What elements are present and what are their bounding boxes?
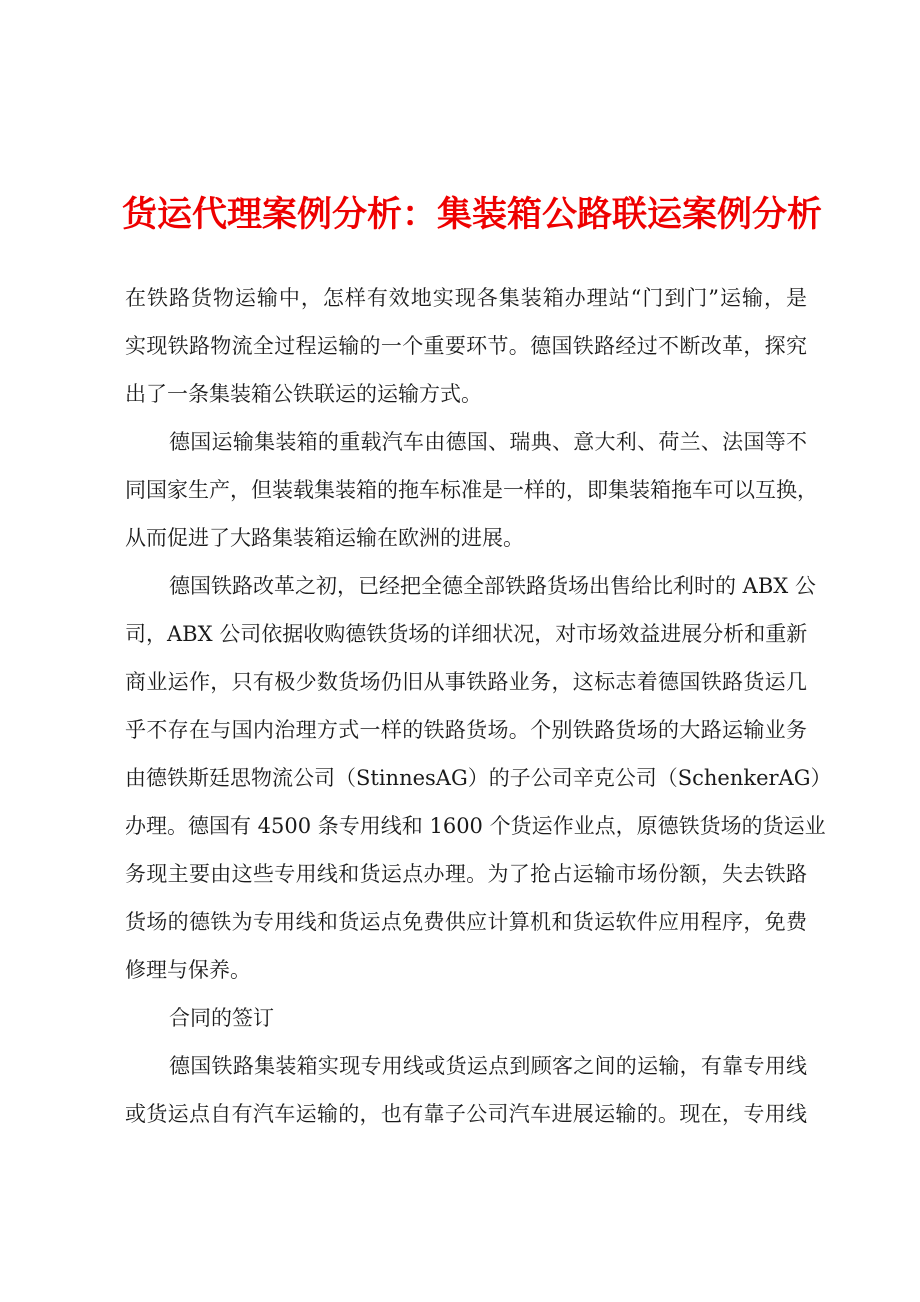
paragraph-line: 货场的德铁为专用线和货运点免费供应计算机和货运软件应用程序，免费 — [125, 910, 807, 934]
paragraph-line: 或货运点自有汽车运输的，也有靠子公司汽车进展运输的。现在，专用线 — [125, 1102, 807, 1126]
paragraph-line: 司，ABX 公司依据收购德铁货场的详细状况，对市场效益进展分析和重新 — [125, 622, 808, 646]
paragraph — [125, 1042, 807, 1138]
paragraph-line: 合同的签订 — [169, 1006, 274, 1030]
paragraph — [125, 418, 818, 562]
paragraph-line: 德国铁路集装箱实现专用线或货运点到顾客之间的运输，有靠专用线 — [169, 1054, 807, 1078]
paragraph-line: 修理与保养。 — [125, 958, 251, 982]
document-body — [125, 274, 832, 1138]
paragraph-line: 商业运作，只有极少数货场仍旧从事铁路业务，这标志着德国铁路货运几 — [125, 670, 807, 694]
paragraph-line: 同国家生产，但装载集装箱的拖车标准是一样的，即集装箱拖车可以互换， — [125, 478, 818, 502]
paragraph-line: 实现铁路物流全过程运输的一个重要环节。德国铁路经过不断改革，探究 — [125, 334, 807, 358]
document-title: 货运代理案例分析：集装箱公路联运案例分析 — [122, 195, 823, 235]
paragraph — [125, 274, 807, 418]
paragraph-line: 由德铁斯廷思物流公司（StinnesAG）的子公司辛克公司（SchenkerAG） — [125, 766, 832, 790]
paragraph-line: 出了一条集装箱公铁联运的运输方式。 — [125, 382, 482, 406]
paragraph — [125, 994, 807, 1042]
paragraph-line: 在铁路货物运输中，怎样有效地实现各集装箱办理站“门到门”运输，是 — [125, 286, 807, 310]
paragraph — [125, 562, 832, 994]
paragraph-line: 办理。德国有 4500 条专用线和 1600 个货运作业点，原德铁货场的货运业 — [125, 814, 826, 838]
paragraph-line: 从而促进了大路集装箱运输在欧洲的进展。 — [125, 526, 524, 550]
paragraph-line: 乎不存在与国内治理方式一样的铁路货场。个别铁路货场的大路运输业务 — [125, 718, 807, 742]
paragraph-line: 德国铁路改革之初，已经把全德全部铁路货场出售给比利时的 ABX 公 — [169, 574, 816, 598]
paragraph-line: 务现主要由这些专用线和货运点办理。为了抢占运输市场份额，失去铁路 — [125, 862, 807, 886]
paragraph-line: 德国运输集装箱的重载汽车由德国、瑞典、意大利、荷兰、法国等不 — [169, 430, 807, 454]
